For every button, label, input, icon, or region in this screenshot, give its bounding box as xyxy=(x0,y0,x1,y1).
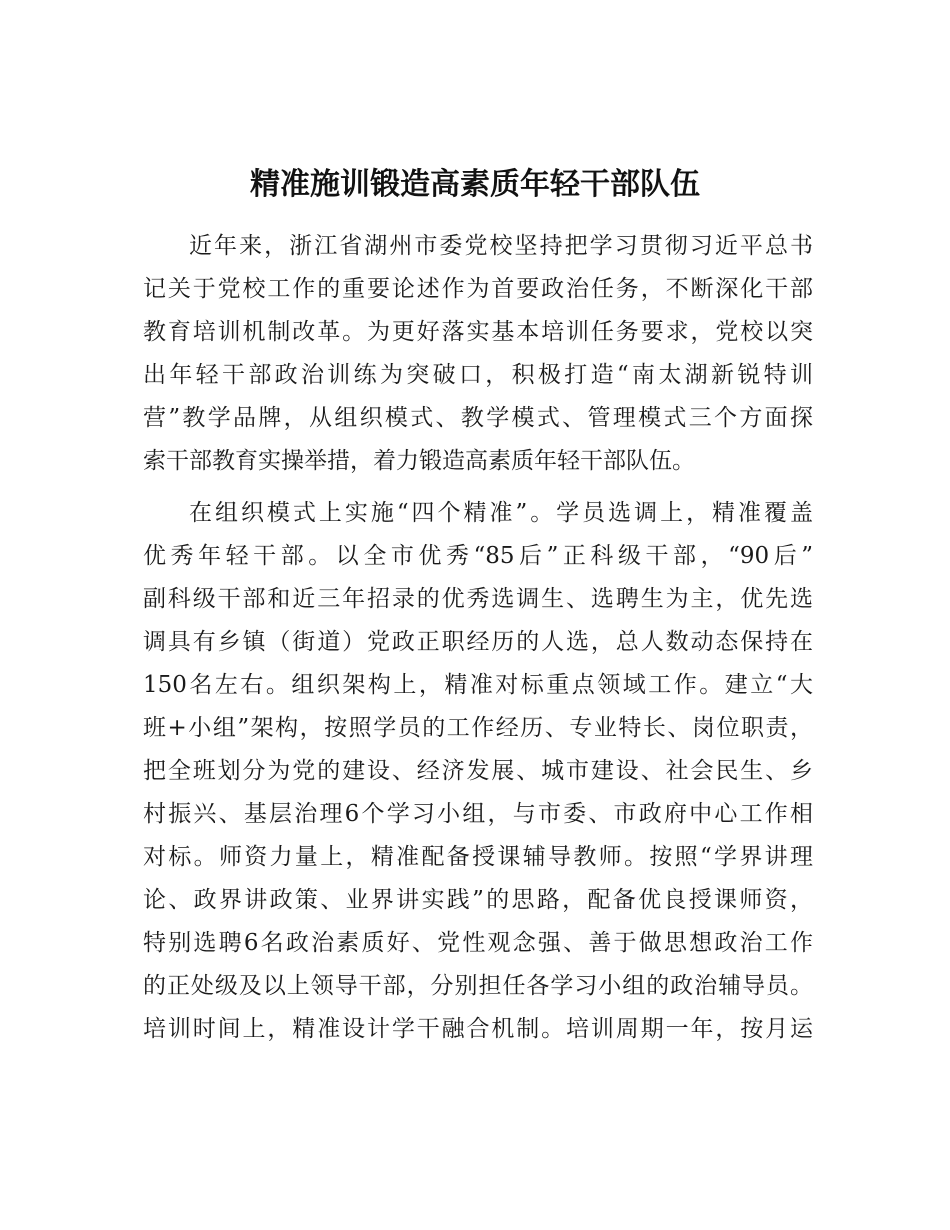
paragraph-intro xyxy=(143,225,813,483)
text-line: 索干部教育实操举措，着力锻造高素质年轻干部队伍。 xyxy=(143,448,695,474)
text-line: 教育培训机制改革。为更好落实基本培训任务要求，党校以突 xyxy=(143,319,813,345)
document-title: 精准施训锻造高素质年轻干部队伍 xyxy=(250,167,700,202)
text-line: 近年来，浙江省湖州市委党校坚持把学习贯彻习近平总书 xyxy=(189,233,813,259)
text-line: 对标。师资力量上，精准配备授课辅导教师。按照“学界讲理 xyxy=(143,844,813,870)
text-line: 调具有乡镇（街道）党政正职经历的人选，总人数动态保持在 xyxy=(143,629,813,655)
text-line: 的正处级及以上领导干部，分别担任各学习小组的政治辅导员。 xyxy=(143,973,813,999)
text-line: 特别选聘6名政治素质好、党性观念强、善于做思想政治工作 xyxy=(143,930,813,956)
text-line: 优秀年轻干部。以全市优秀“85后”正科级干部，“90后” xyxy=(143,543,813,569)
text-line: 培训时间上，精准设计学干融合机制。培训周期一年，按月运 xyxy=(143,1016,813,1042)
text-line: 副科级干部和近三年招录的优秀选调生、选聘生为主，优先选 xyxy=(143,586,813,612)
text-line: 150名左右。组织架构上，精准对标重点领域工作。建立“大 xyxy=(143,672,813,698)
text-line: 班+小组”架构，按照学员的工作经历、专业特长、岗位职责， xyxy=(143,715,813,741)
text-line: 在组织模式上实施“四个精准”。学员选调上，精准覆盖 xyxy=(189,500,813,526)
text-line: 论、政界讲政策、业界讲实践”的思路，配备优良授课师资， xyxy=(143,887,813,913)
text-line: 出年轻干部政治训练为突破口，积极打造“南太湖新锐特训 xyxy=(143,362,813,388)
text-line: 记关于党校工作的重要论述作为首要政治任务，不断深化干部 xyxy=(143,276,813,302)
paragraph-organization-mode xyxy=(143,492,813,1051)
text-line: 把全班划分为党的建设、经济发展、城市建设、社会民生、乡 xyxy=(143,758,813,784)
text-line: 营”教学品牌，从组织模式、教学模式、管理模式三个方面探 xyxy=(143,405,813,431)
text-line: 村振兴、基层治理6个学习小组，与市委、市政府中心工作相 xyxy=(143,801,813,827)
